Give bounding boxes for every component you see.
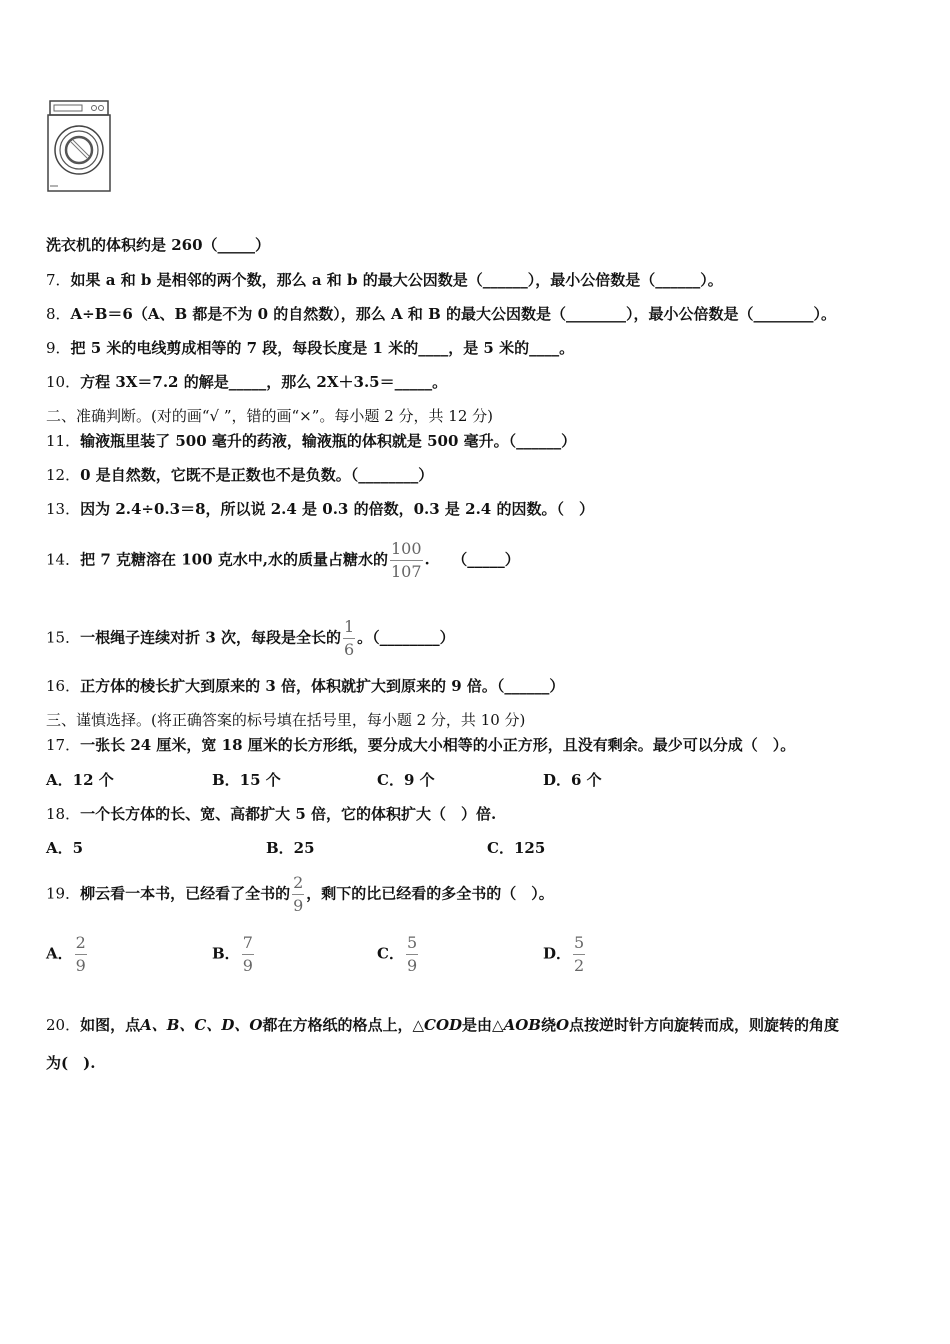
question-9 — [46, 338, 574, 358]
question-13 — [46, 499, 594, 519]
option-label: C． — [377, 944, 404, 963]
question-number: 10． — [46, 373, 81, 391]
denominator: 9 — [406, 956, 418, 975]
question-text-tail: 。（________） — [357, 628, 455, 647]
fraction — [343, 618, 355, 659]
question-18 — [46, 804, 496, 824]
numerator: 5 — [573, 934, 585, 955]
question-11 — [46, 431, 576, 451]
denominator: 2 — [574, 956, 585, 975]
numerator: 100 — [390, 540, 423, 561]
option-a[interactable]: A．12 个 — [46, 771, 114, 789]
numerator: 2 — [292, 874, 304, 895]
option-d[interactable] — [543, 934, 587, 975]
option-label: D． — [543, 944, 572, 963]
option-a[interactable]: A．5 — [46, 839, 84, 857]
question-text: 输液瓶里装了 500 毫升的药液，输液瓶的体积就是 500 毫升。（______） — [80, 432, 577, 450]
question-8 — [46, 304, 836, 324]
question-10 — [46, 372, 447, 392]
denominator: 9 — [75, 956, 86, 975]
option-c[interactable]: C．125 — [487, 839, 546, 857]
question-text: 绕 — [540, 1016, 556, 1034]
question-text: 一张长 24 厘米，宽 18 厘米的长方形纸，要分成大小相等的小正方形，且没有剩余。最少可以分成（ ）。 — [80, 736, 796, 754]
question-number: 14． — [46, 550, 81, 569]
question-text: 方程 3X＝7.2 的解是_____，那么 2X＋3.5＝_____。 — [80, 373, 448, 391]
question-text: 把 7 克糖溶在 100 克水中,水的质量占糖水的 — [80, 550, 388, 569]
question-text-tail: ，剩下的比已经看的多全书的（ ）。 — [306, 884, 554, 903]
question-text-tail: . （_____） — [424, 550, 520, 569]
question-14 — [46, 540, 520, 581]
triangle-cod: COD — [424, 1016, 463, 1034]
section-2-heading: 二、准确判断。(对的画“√ ”，错的画“×”。每小题 2 分，共 12 分) — [46, 407, 493, 425]
fraction — [390, 540, 423, 581]
washer-question: 洗衣机的体积约是 260（_____） — [46, 236, 271, 254]
numerator: 2 — [75, 934, 87, 955]
question-7 — [46, 270, 723, 290]
question-text: 因为 2.4÷0.3＝8，所以说 2.4 是 0.3 的倍数，0.3 是 2.4 的因数。（ ） — [80, 500, 594, 518]
fraction — [75, 934, 87, 975]
question-20-line-2: 为( ). — [46, 1054, 96, 1072]
fraction — [292, 874, 304, 915]
question-text: 柳云看一本书，已经看了全书的 — [80, 884, 291, 903]
question-number: 8． — [46, 305, 71, 323]
question-number: 9． — [46, 339, 71, 357]
question-text: 把 5 米的电线剪成相等的 7 段，每段长度是 1 米的____，是 5 米的____。 — [70, 339, 575, 357]
question-number: 17． — [46, 736, 81, 754]
option-b[interactable]: B．25 — [266, 839, 315, 857]
triangle-aob: AOB — [503, 1016, 541, 1034]
washing-machine-icon — [44, 98, 116, 196]
numerator: 1 — [343, 618, 355, 639]
question-number: 12． — [46, 466, 81, 484]
option-a[interactable] — [46, 934, 89, 975]
option-b[interactable]: B．15 个 — [212, 771, 281, 789]
option-label: B． — [212, 944, 240, 963]
question-text: 是由△ — [462, 1016, 504, 1034]
option-d[interactable]: D．6 个 — [543, 771, 602, 789]
option-c[interactable]: C．9 个 — [377, 771, 435, 789]
denominator: 9 — [293, 896, 304, 915]
option-c[interactable] — [377, 934, 420, 975]
question-text: A÷B＝6（A、B 都是不为 0 的自然数），那么 A 和 B 的最大公因数是（________），最小公倍数是（________）。 — [70, 305, 836, 323]
question-text: 一根绳子连续对折 3 次，每段是全长的 — [80, 628, 341, 647]
fraction — [573, 934, 585, 975]
question-number: 18． — [46, 805, 81, 823]
question-19 — [46, 874, 554, 915]
question-12 — [46, 465, 433, 485]
point-labels: A、B、C、D、O — [140, 1016, 263, 1034]
question-number: 20． — [46, 1016, 81, 1034]
section-3-heading: 三、谨慎选择。(将正确答案的标号填在括号里，每小题 2 分，共 10 分) — [46, 711, 526, 729]
question-number: 19． — [46, 884, 81, 903]
question-text: 点按逆时针方向旋转而成，则旋转的角度 — [569, 1016, 840, 1034]
denominator: 6 — [343, 640, 355, 659]
numerator: 7 — [242, 934, 254, 955]
denominator: 9 — [242, 956, 253, 975]
point-o: O — [555, 1016, 570, 1034]
question-20 — [46, 1015, 839, 1035]
question-text: 如图，点 — [80, 1016, 141, 1034]
option-label: A． — [46, 944, 73, 963]
question-text: 如果 a 和 b 是相邻的两个数，那么 a 和 b 的最大公因数是（______），最小公倍数是（______）。 — [70, 271, 723, 289]
question-number: 15． — [46, 628, 81, 647]
question-text: 一个长方体的长、宽、高都扩大 5 倍，它的体积扩大（ ）倍. — [80, 805, 497, 823]
denominator: 107 — [390, 562, 422, 581]
fraction — [406, 934, 418, 975]
question-16 — [46, 676, 564, 696]
question-number: 16． — [46, 677, 81, 695]
fraction — [242, 934, 254, 975]
question-text: 正方体的棱长扩大到原来的 3 倍，体积就扩大到原来的 9 倍。（______） — [80, 677, 565, 695]
question-number: 13． — [46, 500, 81, 518]
numerator: 5 — [406, 934, 418, 955]
question-number: 11． — [46, 432, 81, 450]
question-15 — [46, 618, 455, 659]
question-text: 都在方格纸的格点上，△ — [262, 1016, 424, 1034]
question-text: 0 是自然数，它既不是正数也不是负数。（________） — [80, 466, 434, 484]
question-17 — [46, 735, 795, 755]
question-number: 7． — [46, 271, 71, 289]
option-b[interactable] — [212, 934, 256, 975]
